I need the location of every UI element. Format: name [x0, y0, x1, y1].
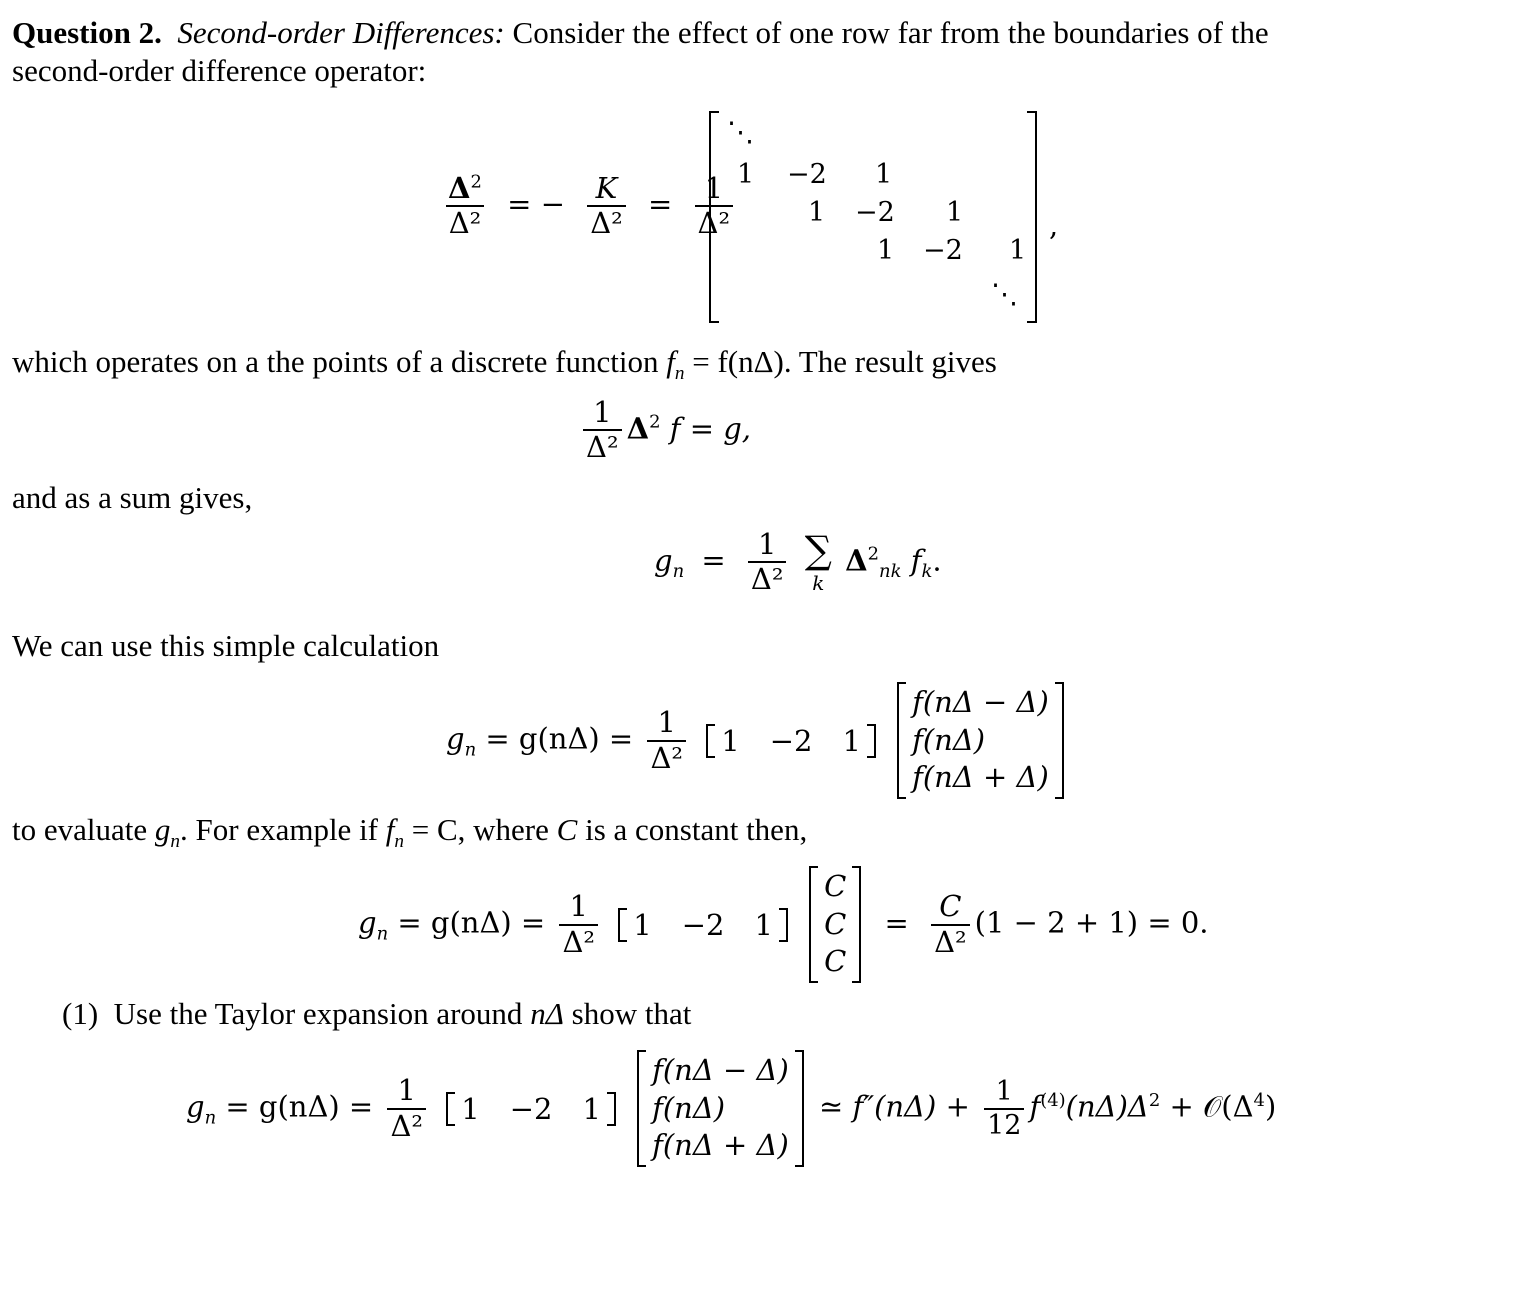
para-constant-example: to evaluate $g_n$. For example if $f_n = C$, where C is a constant then,: [12, 812, 808, 853]
result-equation: $\frac{1}{\text{Δ²}}$ $\Delta^2$ f = g,: [578, 396, 751, 465]
matrix-entry: 1: [875, 159, 893, 190]
question-intro: Consider the effect of one row far from the boundaries of the: [512, 15, 1269, 50]
matrix-entry: 1: [877, 235, 895, 266]
summation-sign: ∑ k: [804, 528, 832, 596]
matrix-left-bracket: [709, 111, 719, 323]
constant-equation: $g_n = g(n\Delta)$ = $\frac{1}{\text{Δ²}}$ 1 −2 1 C C C = $\frac{C}{\text{Δ²}}$ (1 − 2 + 1) = 0.: [358, 866, 1209, 983]
question-title: Second-order Differences:: [177, 15, 505, 50]
matrix-entry: −2: [787, 159, 827, 190]
matrix-entry: 1: [946, 197, 964, 228]
part-1-prompt: (1) Use the Taylor expansion around nΔ show that: [62, 996, 692, 1031]
calc-equation: $g_n = g(n\Delta)$ = $\frac{1}{\text{Δ²}}$ 1 −2 1 f(nΔ − Δ) f(nΔ) f(nΔ + Δ): [446, 682, 1070, 799]
matrix-entry: −2: [923, 235, 963, 266]
column-vector: C C C: [809, 866, 861, 983]
question-header: [12, 15, 1269, 51]
question-intro-line2: second-order difference operator:: [12, 53, 427, 88]
row-vector: 1 −2 1: [618, 908, 788, 942]
operator-fraction: $\frac{\Delta^2}{\text{Δ²}}$: [445, 172, 485, 241]
taylor-equation: $g_n = g(n\Delta)$ = $\frac{1}{\text{Δ²}}$ 1 −2 1 f(nΔ − Δ) f(nΔ) f(nΔ + Δ) ≃ f″(nΔ) + $\frac{1}{12}$ $f^{(4)}(n\Delta)\Delta^2$ + $𝒪(\Delta^4)$: [186, 1050, 1276, 1167]
row-vector: 1 −2 1: [446, 1092, 616, 1126]
para-sum: and as a sum gives,: [12, 480, 253, 515]
matrix-entry: 1: [1009, 235, 1027, 266]
matrix-right-bracket: [1027, 111, 1037, 323]
para-discrete-function: which operates on a the points of a discrete function $f_n = f(n\Delta)$. The result gives: [12, 344, 997, 385]
question-label: Question 2.: [12, 15, 162, 50]
matrix-entry: −2: [855, 197, 895, 228]
sum-equation: $g_n$ = $\frac{1}{\text{Δ²}}$ ∑ k $\Delta^2_{nk}$ $f_k$.: [654, 527, 942, 597]
k-fraction: $\frac{K}{\text{Δ²}}$: [587, 172, 626, 241]
matrix-ddots-top: ⋱: [727, 117, 754, 148]
para-simple-calculation: We can use this simple calculation: [12, 628, 440, 663]
matrix-ddots-bottom: ⋱: [991, 279, 1018, 310]
one-over-delta-sq: $\frac{1}{\text{Δ²}}$: [695, 172, 734, 241]
column-vector: f(nΔ − Δ) f(nΔ) f(nΔ + Δ): [637, 1050, 804, 1167]
matrix-entry: 1: [737, 159, 755, 190]
operator-definition: $\frac{\Delta^2}{\text{Δ²}}$ = − $\frac{K}{\text{Δ²}}$ = $\frac{1}{\text{Δ²}}$: [440, 172, 738, 241]
row-vector: 1 −2 1: [706, 724, 876, 758]
column-vector: f(nΔ − Δ) f(nΔ) f(nΔ + Δ): [897, 682, 1064, 799]
matrix-trailing-comma: ,: [1049, 208, 1059, 242]
difference-matrix: [709, 111, 1037, 323]
matrix-entry: 1: [808, 197, 826, 228]
